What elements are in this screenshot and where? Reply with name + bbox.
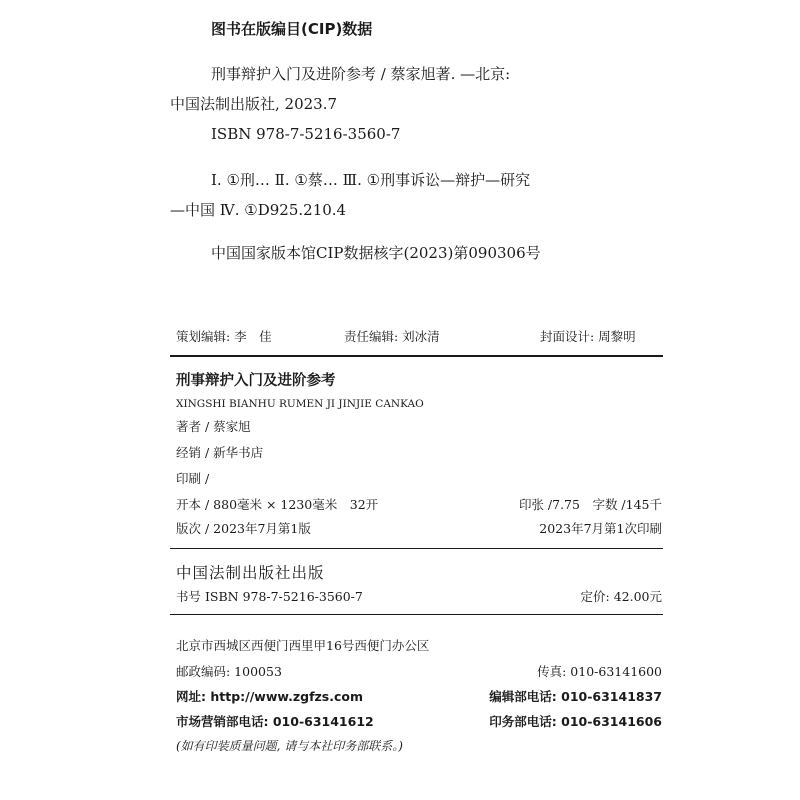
planning-editor: 策划编辑: 李 佳 — [176, 329, 272, 344]
publisher-name: 中国法制出版社出版 — [176, 564, 325, 582]
cip-bibliographic-line-2: 中国法制出版社, 2023.7 — [170, 95, 338, 113]
book-sheets-words: 印张 /7.75 字数 /145千 — [518, 497, 662, 512]
book-price: 定价: 42.00元 — [580, 589, 662, 604]
quality-notice: (如有印装质量问题, 请与本社印务部联系。) — [176, 739, 403, 753]
book-distributor: 经销 / 新华书店 — [176, 445, 264, 460]
book-author: 著者 / 蔡家旭 — [176, 419, 251, 434]
publisher-address: 北京市西城区西便门西里甲16号西便门办公区 — [176, 638, 430, 653]
book-title: 刑事辩护入门及进阶参考 — [176, 373, 336, 389]
book-title-pinyin: XINGSHI BIANHU RUMEN JI JINJIE CANKAO — [176, 398, 424, 410]
cip-bibliographic-line-1: 刑事辩护入门及进阶参考 / 蔡家旭著. —北京: — [211, 65, 511, 83]
credits-divider — [170, 355, 663, 357]
cip-classification-line-2: —中国 Ⅳ. ①D925.210.4 — [170, 201, 347, 219]
responsible-editor: 责任编辑: 刘冰清 — [344, 329, 440, 344]
cover-design: 封面设计: 周黎明 — [540, 329, 636, 344]
book-edition: 版次 / 2023年7月第1版 — [176, 521, 311, 536]
book-format: 开本 / 880毫米 × 1230毫米 32开 — [176, 497, 379, 512]
cip-classification-line-1: Ⅰ. ①刑… Ⅱ. ①蔡… Ⅲ. ①刑事诉讼—辩护—研究 — [211, 171, 531, 189]
publisher-fax: 传真: 010-63141600 — [537, 664, 662, 679]
book-number: 书号 ISBN 978-7-5216-3560-7 — [176, 589, 363, 604]
printing-phone: 印务部电话: 010-63141606 — [489, 714, 662, 729]
publisher-postcode: 邮政编码: 100053 — [176, 664, 282, 679]
cip-heading: 图书在版编目(CIP)数据 — [211, 20, 373, 38]
marketing-phone: 市场营销部电话: 010-63141612 — [176, 714, 374, 729]
book-printing: 2023年7月第1次印刷 — [539, 521, 662, 536]
cip-record-number: 中国国家版本馆CIP数据核字(2023)第090306号 — [211, 244, 541, 262]
cip-isbn: ISBN 978-7-5216-3560-7 — [211, 125, 401, 143]
publisher-website: 网址: http://www.zgfzs.com — [176, 689, 364, 704]
details-divider — [170, 548, 663, 549]
publisher-divider — [170, 614, 663, 615]
editorial-phone: 编辑部电话: 010-63141837 — [489, 689, 662, 704]
book-printer: 印刷 / — [176, 471, 210, 486]
